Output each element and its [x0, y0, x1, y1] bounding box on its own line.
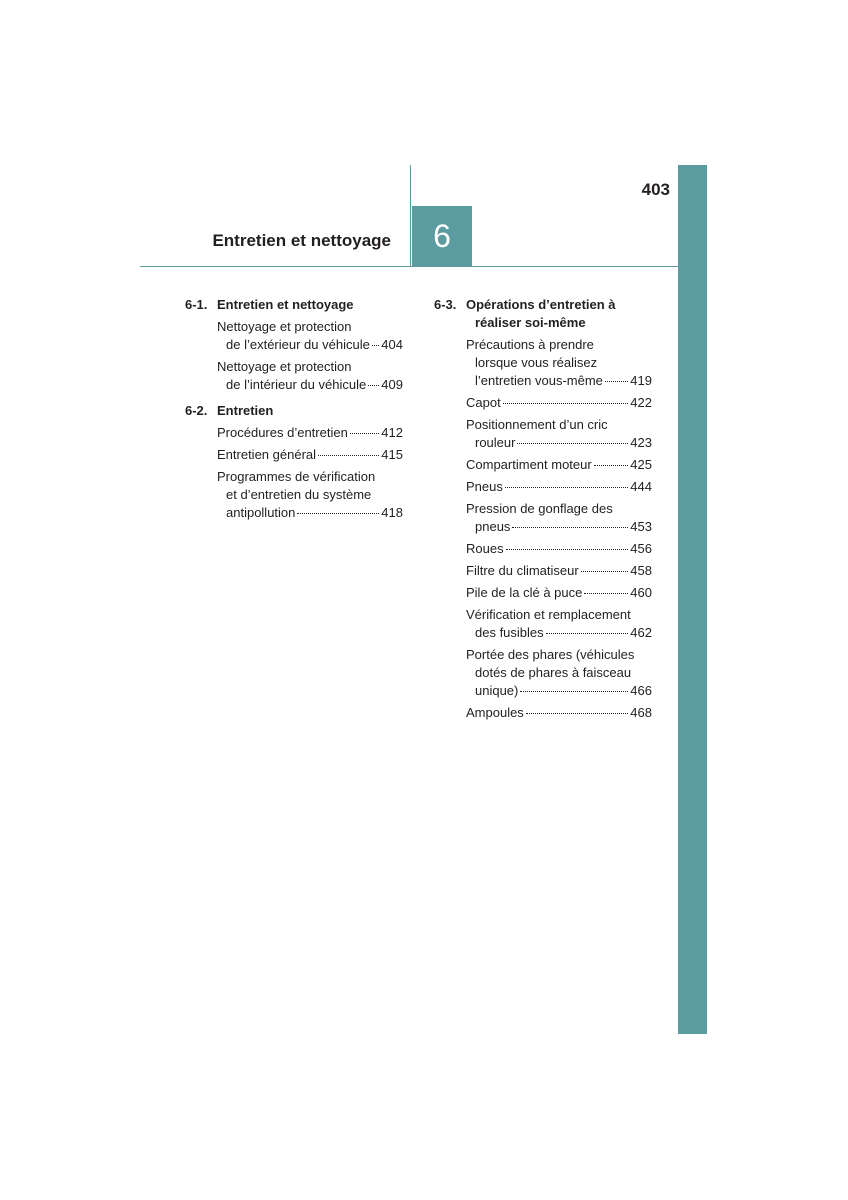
toc-entry-label: Roues: [466, 541, 504, 556]
toc-entry-line: Vérification et remplacement: [466, 607, 631, 622]
toc-entry: [217, 424, 403, 442]
toc-entry-page: 415: [381, 447, 403, 462]
toc-entry: [475, 624, 652, 642]
dot-leader: [350, 433, 379, 434]
chapter-side-tab: [678, 165, 707, 1034]
dot-leader: [605, 381, 628, 382]
toc-entry-line: lorsque vous réalisez: [475, 355, 598, 370]
toc-entry-line: Positionnement d’un cric: [466, 417, 608, 432]
toc-entry-line: Pression de gonflage des: [466, 501, 613, 516]
toc-entry-page: 468: [630, 705, 652, 720]
section-title-line: réaliser soi-même: [475, 315, 586, 330]
header-horizontal-rule: [140, 266, 678, 267]
dot-leader: [506, 549, 629, 550]
toc-entry: [475, 682, 652, 700]
dot-leader: [512, 527, 628, 528]
toc-entry: [226, 504, 403, 522]
toc-entry: [475, 518, 652, 536]
toc-entry: [475, 372, 652, 390]
toc-entry: [226, 376, 403, 394]
toc-entry-label: unique): [475, 683, 519, 698]
toc-entry-label: de l’extérieur du véhicule: [226, 337, 370, 352]
toc-entry: [466, 478, 652, 496]
toc-entry: [466, 540, 652, 558]
section-number: 6-2.: [185, 403, 208, 418]
toc-entry-label: Ampoules: [466, 705, 524, 720]
toc-entry-line: Nettoyage et protection: [217, 319, 352, 334]
toc-entry-label: Filtre du climatiseur: [466, 563, 579, 578]
toc-entry-label: Pile de la clé à puce: [466, 585, 583, 600]
page-number: 403: [641, 180, 670, 199]
toc-entry: [466, 562, 652, 580]
chapter-title: Entretien et nettoyage: [212, 231, 391, 250]
toc-entry-page: 453: [630, 519, 652, 534]
dot-leader: [368, 385, 379, 386]
toc-entry-label: Pneus: [466, 479, 503, 494]
toc-entry: [226, 336, 403, 354]
toc-entry-line: Précautions à prendre: [466, 337, 594, 352]
toc-entry-line: dotés de phares à faisceau: [475, 665, 632, 680]
toc-entry-page: 444: [630, 479, 652, 494]
toc-entry-label: Procédures d’entretien: [217, 425, 348, 440]
section-number: 6-3.: [434, 297, 457, 312]
toc-entry-line: Programmes de vérification: [217, 469, 376, 484]
toc-entry-page: 418: [381, 505, 403, 520]
toc-entry-label: de l’intérieur du véhicule: [226, 377, 367, 392]
section-number: 6-1.: [185, 297, 208, 312]
header-vertical-rule: [410, 165, 411, 267]
dot-leader: [517, 443, 628, 444]
toc-entry: [466, 584, 652, 602]
toc-entry-line: Portée des phares (véhicules: [466, 647, 635, 662]
toc-entry-label: Capot: [466, 395, 501, 410]
toc-entry-label: Entretien général: [217, 447, 317, 462]
toc-entry-label: rouleur: [475, 435, 516, 450]
toc-entry-page: 456: [630, 541, 652, 556]
dot-leader: [546, 633, 629, 634]
dot-leader: [503, 403, 629, 404]
dot-leader: [505, 487, 628, 488]
toc-entry-line: Nettoyage et protection: [217, 359, 352, 374]
toc-entry: [466, 704, 652, 722]
toc-entry-page: 409: [381, 377, 403, 392]
toc-entry-page: 425: [630, 457, 652, 472]
toc-entry-page: 466: [630, 683, 652, 698]
dot-leader: [318, 455, 379, 456]
toc-entry-page: 423: [630, 435, 652, 450]
toc-entry-page: 458: [630, 563, 652, 578]
dot-leader: [297, 513, 379, 514]
dot-leader: [520, 691, 628, 692]
toc-entry: [475, 434, 652, 452]
dot-leader: [584, 593, 628, 594]
section-title: Entretien: [217, 403, 274, 418]
toc-entry: [466, 456, 652, 474]
section-title: Entretien et nettoyage: [217, 297, 354, 312]
toc-entry-page: 412: [381, 425, 403, 440]
toc-entry-page: 462: [630, 625, 652, 640]
toc-entry-page: 419: [630, 373, 652, 388]
toc-entry-label: des fusibles: [475, 625, 544, 640]
dot-leader: [581, 571, 629, 572]
toc-entry-label: antipollution: [226, 505, 296, 520]
toc-entry-page: 460: [630, 585, 652, 600]
section-title-line: Opérations d’entretien à: [466, 297, 616, 312]
dot-leader: [372, 345, 379, 346]
toc-entry-label: pneus: [475, 519, 511, 534]
chapter-number-box: [412, 206, 472, 266]
toc-entry-label: l’entretien vous-même: [475, 373, 603, 388]
toc-entry: [217, 446, 403, 464]
chapter-number: 6: [433, 217, 451, 254]
toc-entry-page: 404: [381, 337, 403, 352]
dot-leader: [594, 465, 629, 466]
toc-entry-label: Compartiment moteur: [466, 457, 592, 472]
toc-entry: [466, 394, 652, 412]
dot-leader: [526, 713, 628, 714]
toc-entry-line: et d’entretien du système: [226, 487, 372, 502]
toc-entry-page: 422: [630, 395, 652, 410]
